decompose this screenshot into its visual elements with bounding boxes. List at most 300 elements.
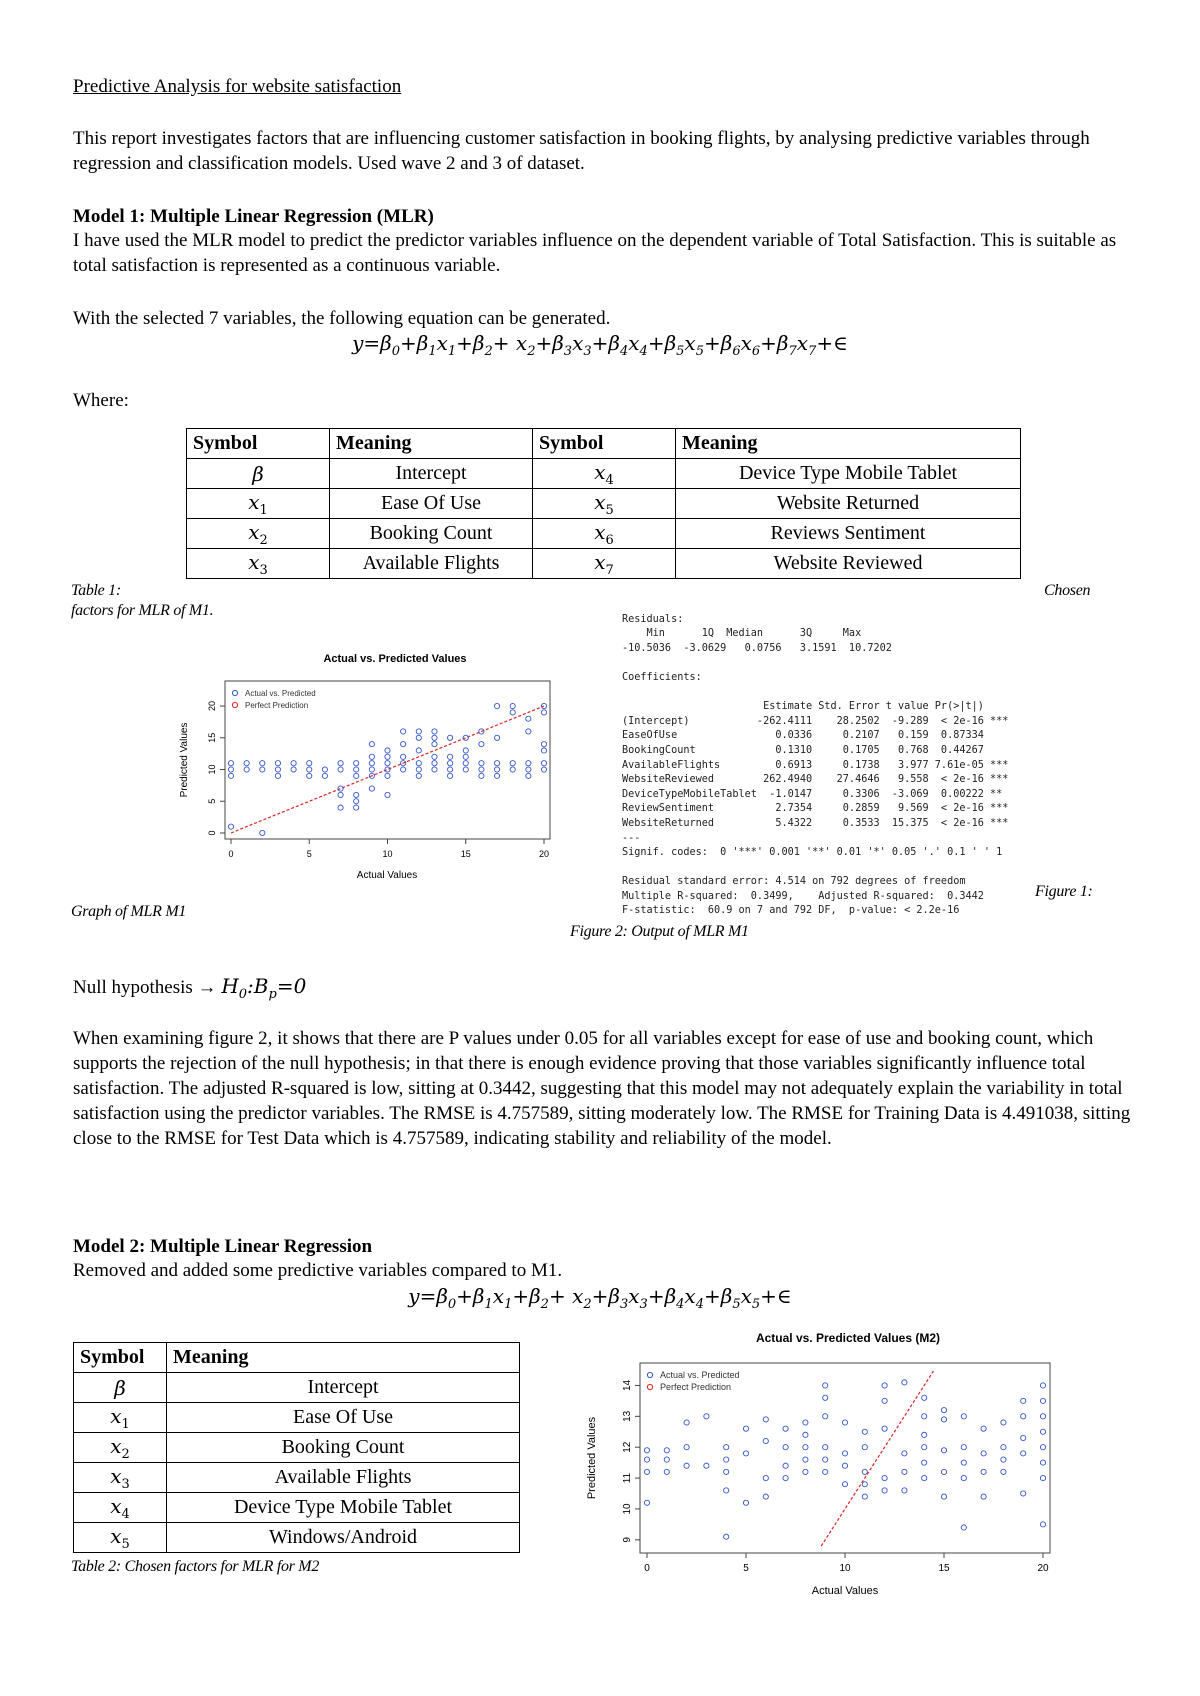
data-point: [743, 1500, 748, 1505]
legend-label-predicted: Actual vs. Predicted: [245, 689, 316, 698]
table-cell: Website Returned: [676, 489, 1021, 519]
data-point: [704, 1414, 709, 1419]
r-residuals-header: Min 1Q Median 3Q Max: [622, 628, 862, 640]
table-row: [187, 519, 1021, 549]
data-point: [479, 773, 484, 778]
data-point: [803, 1457, 808, 1462]
table-cell: $x_2$: [187, 519, 330, 549]
data-point: [823, 1469, 828, 1474]
data-point: [416, 748, 421, 753]
table-cell: $x_6$: [533, 519, 676, 549]
data-point: [724, 1534, 729, 1539]
table-header: Meaning: [676, 429, 1021, 459]
data-point: [1040, 1445, 1045, 1450]
data-point: [448, 761, 453, 766]
table-cell: $x_5$: [533, 489, 676, 519]
null-hypothesis-label: Null hypothesis →: [73, 977, 217, 998]
data-point: [1021, 1398, 1026, 1403]
x-tick-label: 15: [938, 1563, 950, 1574]
y-tick-label: 14: [622, 1379, 633, 1392]
data-point: [354, 792, 359, 797]
model2-heading: Model 2: Multiple Linear Regression: [73, 1236, 373, 1257]
model1-heading: Model 1: Multiple Linear Regression (MLR): [73, 206, 434, 227]
data-point: [941, 1448, 946, 1453]
table1-caption-right: Chosen: [1044, 582, 1091, 599]
x-tick-label: 20: [1037, 1563, 1049, 1574]
figure2-caption: Figure 2: Output of MLR M1: [570, 923, 749, 940]
data-point: [369, 754, 374, 759]
data-point: [385, 792, 390, 797]
legend-marker-predicted: [647, 1372, 652, 1377]
data-point: [385, 767, 390, 772]
data-point: [882, 1383, 887, 1388]
table-row: [74, 1373, 520, 1403]
data-point: [526, 761, 531, 766]
data-point: [541, 742, 546, 747]
data-point: [743, 1426, 748, 1431]
model2-symbol-table: [73, 1342, 520, 1553]
x-tick-label: 0: [644, 1563, 650, 1574]
legend-marker-perfect: [647, 1384, 652, 1389]
data-point: [463, 754, 468, 759]
data-point: [354, 767, 359, 772]
data-point: [526, 773, 531, 778]
r-residuals-label: Residuals:: [622, 613, 684, 625]
null-hypothesis: [73, 974, 306, 1007]
table-cell: $x_3$: [74, 1463, 167, 1493]
x-tick-label: 5: [743, 1563, 749, 1574]
r-sep: ---: [622, 832, 641, 844]
x-tick-label: 10: [382, 849, 393, 859]
table-row: [187, 549, 1021, 579]
table-row: [74, 1433, 520, 1463]
data-point: [803, 1469, 808, 1474]
data-point: [526, 729, 531, 734]
table-row: [74, 1403, 520, 1433]
data-point: [743, 1451, 748, 1456]
data-point: [354, 761, 359, 766]
table-row: [74, 1493, 520, 1523]
data-point: [401, 767, 406, 772]
chart-m2-xlabel: Actual Values: [811, 1585, 879, 1597]
perfect-prediction-line: [231, 706, 544, 833]
data-point: [463, 748, 468, 753]
data-point: [882, 1488, 887, 1493]
data-point: [526, 767, 531, 772]
table-header: Symbol: [187, 429, 330, 459]
data-point: [823, 1383, 828, 1388]
table-cell: Booking Count: [330, 519, 533, 549]
data-point: [401, 742, 406, 747]
y-tick-label: 9: [622, 1537, 633, 1543]
data-point: [541, 748, 546, 753]
r-coef-row: (Intercept) -262.4111 28.2502 -9.289 < 2e-16 ***: [622, 715, 1009, 727]
data-point: [260, 767, 265, 772]
data-point: [922, 1445, 927, 1450]
data-point: [541, 710, 546, 715]
data-point: [823, 1395, 828, 1400]
y-tick-label: 10: [207, 764, 217, 775]
data-point: [842, 1463, 847, 1468]
data-point: [842, 1451, 847, 1456]
data-point: [416, 767, 421, 772]
data-point: [862, 1494, 867, 1499]
model1-paragraph: I have used the MLR model to predict the predictor variables influence on the dependent variable of Total Satisfaction. This is suitable as total satisfaction is represented as a continuous variable.: [73, 230, 1117, 276]
data-point: [763, 1417, 768, 1422]
data-point: [432, 742, 437, 747]
table-cell: Website Reviewed: [676, 549, 1021, 579]
data-point: [862, 1469, 867, 1474]
data-point: [448, 773, 453, 778]
data-point: [275, 773, 280, 778]
y-tick-label: 12: [622, 1441, 633, 1453]
table-cell: $x_2$: [74, 1433, 167, 1463]
data-point: [228, 824, 233, 829]
data-point: [961, 1414, 966, 1419]
legend-label-perfect: Perfect Prediction: [660, 1382, 732, 1392]
data-point: [416, 729, 421, 734]
model2-equation: $y=\beta_0+\beta_1x_1+\beta_2+$ $x_2+\beta_3x_3+\beta_4x_4+\beta_5x_5+\in$: [408, 1284, 792, 1312]
data-point: [922, 1395, 927, 1400]
data-point: [432, 767, 437, 772]
data-point: [922, 1432, 927, 1437]
data-point: [862, 1429, 867, 1434]
data-point: [941, 1469, 946, 1474]
data-point: [463, 767, 468, 772]
legend-label-predicted: Actual vs. Predicted: [660, 1370, 740, 1380]
x-tick-label: 20: [538, 849, 550, 859]
chart-m1-xlabel: Actual Values: [356, 870, 418, 881]
data-point: [338, 761, 343, 766]
y-tick-label: 13: [622, 1410, 633, 1422]
data-point: [981, 1426, 986, 1431]
data-point: [354, 805, 359, 810]
data-point: [463, 735, 468, 740]
data-point: [823, 1445, 828, 1450]
table-cell: Ease Of Use: [330, 489, 533, 519]
data-point: [338, 767, 343, 772]
data-point: [338, 786, 343, 791]
chart-m1: [175, 648, 580, 888]
figure1-caption-right: Figure 1:: [1035, 883, 1093, 900]
data-point: [1021, 1491, 1026, 1496]
r-rse: Residual standard error: 4.514 on 792 degrees of freedom: [622, 876, 966, 888]
data-point: [1021, 1414, 1026, 1419]
legend-marker-perfect: [232, 702, 237, 707]
r-coef-label: Coefficients:: [622, 671, 702, 683]
table-cell: $x_3$: [187, 549, 330, 579]
data-point: [922, 1460, 927, 1465]
data-point: [1021, 1435, 1026, 1440]
table-cell: Device Type Mobile Tablet: [167, 1493, 520, 1523]
table-cell: Intercept: [167, 1373, 520, 1403]
data-point: [416, 773, 421, 778]
y-tick-label: 20: [207, 701, 217, 712]
data-point: [1040, 1398, 1045, 1403]
table1-caption-line2: factors for MLR of M1.: [71, 602, 214, 619]
table-row: [187, 489, 1021, 519]
table-cell: β: [187, 459, 330, 489]
data-point: [783, 1475, 788, 1480]
legend-marker-predicted: [232, 690, 237, 695]
data-point: [961, 1475, 966, 1480]
table2-caption: Table 2: Chosen factors for MLR for M2: [71, 1558, 320, 1575]
data-point: [724, 1445, 729, 1450]
table-cell: Reviews Sentiment: [676, 519, 1021, 549]
data-point: [338, 805, 343, 810]
y-tick-label: 10: [622, 1503, 633, 1515]
intro-paragraph: This report investigates factors that are influencing customer satisfaction in booking flights, by analysing predictive variables through regression and classification models. Used wave 2 and 3 of dataset.: [73, 128, 1090, 174]
data-point: [902, 1380, 907, 1385]
table-cell: $x_7$: [533, 549, 676, 579]
r-fstat: F-statistic: 60.9 on 7 and 792 DF, p-value: < 2.2e-16: [622, 905, 960, 917]
data-point: [432, 735, 437, 740]
data-point: [479, 742, 484, 747]
data-point: [704, 1463, 709, 1468]
data-point: [510, 761, 515, 766]
data-point: [941, 1494, 946, 1499]
data-point: [291, 767, 296, 772]
data-point: [510, 710, 515, 715]
figure1-caption-left: Graph of MLR M1: [71, 903, 187, 920]
r-coef-row: BookingCount 0.1310 0.1705 0.768 0.44267: [622, 744, 984, 756]
data-point: [510, 767, 515, 772]
data-point: [862, 1482, 867, 1487]
table-cell: Windows/Android: [167, 1523, 520, 1553]
data-point: [803, 1432, 808, 1437]
table-header: Symbol: [74, 1343, 167, 1373]
data-point: [1001, 1457, 1006, 1462]
data-point: [448, 754, 453, 759]
data-point: [941, 1417, 946, 1422]
data-point: [494, 767, 499, 772]
r-coef-row: WebsiteReturned 5.4322 0.3533 15.375 < 2e-16 ***: [622, 817, 1009, 829]
data-point: [1040, 1475, 1045, 1480]
data-point: [354, 773, 359, 778]
model1-equation-intro: With the selected 7 variables, the following equation can be generated.: [73, 308, 611, 329]
chart-m2-title: Actual vs. Predicted Values (M2): [755, 1331, 941, 1345]
data-point: [763, 1494, 768, 1499]
y-tick-label: 11: [622, 1472, 633, 1484]
r-coef-row: WebsiteReviewed 262.4940 27.4646 9.558 < 2e-16 ***: [622, 774, 1009, 786]
data-point: [401, 754, 406, 759]
data-point: [664, 1448, 669, 1453]
model1-discussion: When examining figure 2, it shows that there are P values under 0.05 for all variables except for ease of use and booking count, which supports the rejection of the null hypothesis; in that there is enough evidence proving that those variables significantly influence total satisfaction. The adjusted R-squared is low, sitting at 0.3442, suggesting that this model may not adequately explain the variability in total satisfaction using the predictor variables. The RMSE is 4.757589, sitting moderately low. The RMSE for Training Data is 4.491038, sitting close to the RMSE for Test Data which is 4.757589, indicating stability and reliability of the model.: [73, 1028, 1131, 1149]
data-point: [981, 1469, 986, 1474]
data-point: [961, 1460, 966, 1465]
table-header: Meaning: [330, 429, 533, 459]
table-cell: $x_4$: [533, 459, 676, 489]
data-point: [228, 767, 233, 772]
data-point: [783, 1445, 788, 1450]
data-point: [1021, 1451, 1026, 1456]
y-tick-label: 0: [207, 830, 217, 836]
data-point: [1040, 1429, 1045, 1434]
r-signif: Signif. codes: 0 '***' 0.001 '**' 0.01 '*' 0.05 '.' 0.1 ' ' 1: [622, 847, 1003, 859]
data-point: [1040, 1383, 1045, 1388]
data-point: [494, 761, 499, 766]
data-point: [401, 729, 406, 734]
data-point: [479, 761, 484, 766]
table-cell: β: [74, 1373, 167, 1403]
r-coef-row: AvailableFlights 0.6913 0.1738 3.977 7.61e-05 ***: [622, 759, 1009, 771]
data-point: [307, 773, 312, 778]
data-point: [902, 1451, 907, 1456]
data-point: [763, 1475, 768, 1480]
data-point: [494, 735, 499, 740]
perfect-prediction-line: [821, 1370, 934, 1546]
data-point: [416, 761, 421, 766]
data-point: [1001, 1469, 1006, 1474]
data-point: [902, 1488, 907, 1493]
data-point: [684, 1445, 689, 1450]
data-point: [1001, 1420, 1006, 1425]
x-tick-label: 0: [228, 849, 234, 859]
r-coef-row: ReviewSentiment 2.7354 0.2859 9.569 < 2e-16 ***: [622, 803, 1009, 815]
data-point: [724, 1469, 729, 1474]
data-point: [644, 1448, 649, 1453]
data-point: [541, 761, 546, 766]
data-point: [644, 1500, 649, 1505]
data-point: [416, 735, 421, 740]
data-point: [1040, 1414, 1045, 1419]
table-cell: Device Type Mobile Tablet: [676, 459, 1021, 489]
data-point: [1040, 1522, 1045, 1527]
data-point: [882, 1398, 887, 1403]
data-point: [448, 735, 453, 740]
data-point: [981, 1451, 986, 1456]
data-point: [803, 1420, 808, 1425]
data-point: [432, 729, 437, 734]
data-point: [783, 1426, 788, 1431]
chart-m1-ylabel: Predicted Values: [179, 722, 190, 798]
data-point: [526, 716, 531, 721]
r-coef-row: DeviceTypeMobileTablet -1.0147 0.3306 -3.069 0.00222 **: [622, 788, 1003, 800]
data-point: [463, 761, 468, 766]
table-header: Meaning: [167, 1343, 520, 1373]
x-tick-label: 10: [839, 1563, 851, 1574]
chart-m1-title: Actual vs. Predicted Values: [323, 653, 467, 665]
table-cell: $x_5$: [74, 1523, 167, 1553]
data-point: [369, 767, 374, 772]
data-point: [902, 1469, 907, 1474]
data-point: [479, 767, 484, 772]
data-point: [260, 761, 265, 766]
data-point: [922, 1475, 927, 1480]
data-point: [432, 754, 437, 759]
table-row: [74, 1463, 520, 1493]
y-tick-label: 15: [207, 732, 217, 743]
legend-label-perfect: Perfect Prediction: [245, 701, 309, 710]
data-point: [369, 761, 374, 766]
x-tick-label: 5: [306, 849, 312, 859]
r-output: [622, 598, 1008, 934]
data-point: [882, 1475, 887, 1480]
data-point: [494, 703, 499, 708]
table-cell: Booking Count: [167, 1433, 520, 1463]
data-point: [385, 773, 390, 778]
table-cell: Intercept: [330, 459, 533, 489]
data-point: [842, 1482, 847, 1487]
data-point: [338, 792, 343, 797]
data-point: [644, 1469, 649, 1474]
data-point: [244, 761, 249, 766]
data-point: [322, 767, 327, 772]
data-point: [823, 1457, 828, 1462]
data-point: [823, 1414, 828, 1419]
data-point: [541, 767, 546, 772]
data-point: [922, 1414, 927, 1419]
model1-symbol-table: [186, 428, 1021, 579]
table-cell: $x_4$: [74, 1493, 167, 1523]
data-point: [684, 1420, 689, 1425]
data-point: [369, 742, 374, 747]
r-r2: Multiple R-squared: 0.3499, Adjusted R-squared: 0.3442: [622, 890, 984, 902]
data-point: [724, 1457, 729, 1462]
data-point: [803, 1445, 808, 1450]
data-point: [385, 748, 390, 753]
table-row: [74, 1523, 520, 1553]
data-point: [244, 767, 249, 772]
data-point: [448, 767, 453, 772]
x-tick-label: 15: [460, 849, 471, 859]
null-hypothesis-formula: $H_0:B_p=0$: [221, 974, 307, 1002]
chart-m2-ylabel: Predicted Values: [586, 1416, 598, 1500]
r-coef-header: Estimate Std. Error t value Pr(>|t|): [622, 701, 984, 713]
data-point: [941, 1408, 946, 1413]
data-point: [724, 1488, 729, 1493]
table1-caption-left: Table 1:: [71, 582, 121, 599]
data-point: [291, 761, 296, 766]
data-point: [1001, 1445, 1006, 1450]
data-point: [385, 761, 390, 766]
data-point: [664, 1469, 669, 1474]
table-header: Symbol: [533, 429, 676, 459]
data-point: [228, 761, 233, 766]
table-cell: Available Flights: [167, 1463, 520, 1493]
data-point: [275, 767, 280, 772]
data-point: [385, 754, 390, 759]
data-point: [322, 773, 327, 778]
data-point: [494, 773, 499, 778]
where-label: Where:: [73, 390, 129, 411]
data-point: [307, 761, 312, 766]
table-cell: $x_1$: [74, 1403, 167, 1433]
chart-m2: [580, 1328, 1060, 1598]
data-point: [432, 761, 437, 766]
data-point: [644, 1457, 649, 1462]
table-cell: $x_1$: [187, 489, 330, 519]
data-point: [354, 799, 359, 804]
y-tick-label: 5: [207, 798, 217, 804]
r-residuals-values: -10.5036 -3.0629 0.0756 3.1591 10.7202: [622, 642, 892, 654]
data-point: [510, 703, 515, 708]
page-title: Predictive Analysis for website satisfaction: [73, 76, 402, 97]
data-point: [369, 786, 374, 791]
table-cell: Ease Of Use: [167, 1403, 520, 1433]
model2-paragraph: Removed and added some predictive variables compared to M1.: [73, 1260, 563, 1281]
data-point: [1040, 1460, 1045, 1465]
model1-equation: $y=\beta_0+\beta_1x_1+\beta_2+$ $x_2+\beta_3x_3+\beta_4x_4+\beta_5x_5+\beta_6x_6+\beta_7x_7+\in$: [352, 331, 848, 359]
data-point: [664, 1457, 669, 1462]
data-point: [862, 1445, 867, 1450]
data-point: [307, 767, 312, 772]
data-point: [228, 773, 233, 778]
data-point: [981, 1494, 986, 1499]
data-point: [260, 830, 265, 835]
data-point: [961, 1525, 966, 1530]
data-point: [275, 761, 280, 766]
